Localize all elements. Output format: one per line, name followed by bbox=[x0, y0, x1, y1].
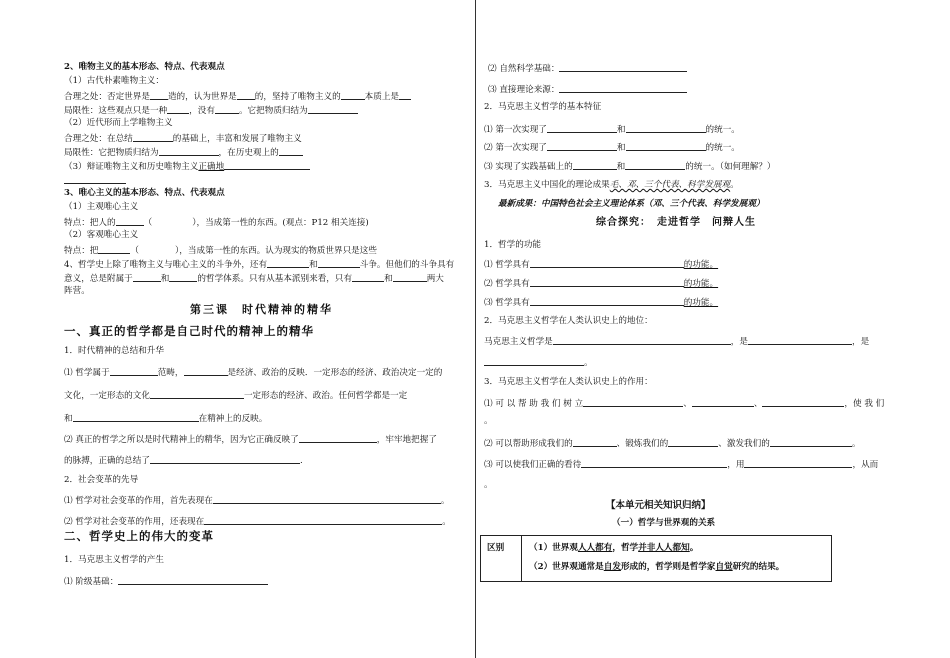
text-line: 1．马克思主义哲学的产生 bbox=[64, 555, 164, 565]
section-2-title: 2、唯物主义的基本形态、特点、代表观点 bbox=[64, 62, 225, 72]
text-line: 。 bbox=[484, 416, 493, 426]
text-line: 特点：把人的 （ ），当成第一性的东西。(观点：P12 相关连接) bbox=[64, 218, 369, 228]
text-line: （2）近代形而上学唯物主义 bbox=[64, 118, 173, 128]
text-line: 特点：把 （ ），当成第一性的东西。认为现实的物质世界只是这些 bbox=[64, 246, 377, 256]
text-line: ⑴ 哲学属于 范畴， 是经济、政治的反映．一定形态的经济、政治决定一定的 bbox=[64, 368, 443, 378]
text-line: 局限性：它把物质归结为 ，在历史观上的 bbox=[64, 146, 303, 159]
text-line: ⑶ 哲学具有 的功能。 bbox=[484, 298, 719, 308]
text-line: 马克思主义哲学是 ，是 ，是 bbox=[484, 337, 870, 347]
text-line: （2）客观唯心主义 bbox=[64, 230, 139, 240]
lesson-title: 第三课 时代精神的精华 bbox=[190, 303, 333, 316]
text-line: 文化，一定形态的文化 一定形态的经济、政治。任何哲学都是一定 bbox=[64, 391, 408, 401]
text-line: 1．哲学的功能 bbox=[484, 240, 542, 250]
text-line: ⑵ 自然科学基础： bbox=[488, 62, 687, 75]
heading-1: 一、真正的哲学都是自己时代的精神上的精华 bbox=[64, 324, 314, 338]
table-label-cell: 区别 bbox=[481, 536, 522, 581]
text-line: 意义，总是附属于 和 的哲学体系。只有从基本派别来看，只有 和 两大 bbox=[64, 274, 444, 284]
text-line: 合理之处：在总结 的基础上，丰富和发展了唯物主义 bbox=[64, 134, 302, 144]
summary-table bbox=[480, 535, 832, 582]
text-line: ⑵ 哲学具有 的功能。 bbox=[484, 279, 719, 289]
text-line: ⑶ 实现了实践基础上的 和 的统一。（如何理解？） bbox=[484, 162, 776, 172]
latest-achievement: 最新成果：中国特色社会主义理论体系（邓、三个代表、科学发展观） bbox=[498, 199, 765, 209]
text-line: ⑶ 直接理论来源： bbox=[488, 83, 687, 96]
text-line: 的脉搏，正确的总结了 . bbox=[64, 456, 303, 466]
text-line: 2．社会变革的先导 bbox=[64, 475, 139, 485]
text-line: ⑴ 阶级基础： bbox=[64, 575, 268, 588]
summary-title: 【本单元相关知识归纳】 bbox=[606, 500, 711, 511]
heading-2: 二、哲学史上的伟大的变革 bbox=[64, 529, 214, 543]
table-row: （1）世界观人人都有，哲学并非人人都知。 bbox=[529, 543, 699, 553]
text-line: 阵营。 bbox=[64, 286, 90, 296]
table-row: （2）世界观通常是自发形成的，哲学则是哲学家自觉研究的结果。 bbox=[529, 562, 785, 572]
text-line: 。 bbox=[484, 356, 593, 369]
text-line: ⑴ 第一次实现了 和 的统一。 bbox=[484, 125, 740, 135]
section-3-title: 3、唯心主义的基本形态、特点、代表观点 bbox=[64, 188, 225, 198]
text-line: （3）辩证唯物主义和历史唯物主义正确地 bbox=[64, 160, 310, 173]
text-line: ⑵ 真正的哲学之所以是时代精神上的精华，因为它正确反映了 ，牢牢地把握了 bbox=[64, 435, 437, 445]
text-line: ⑵ 可以帮助形成我们的 、锻炼我们的 、激发我们的 。 bbox=[484, 439, 861, 449]
text-line: 。 bbox=[484, 480, 493, 490]
text-line: ⑴ 哲学具有 的功能。 bbox=[484, 260, 719, 270]
text-line: 1．时代精神的总结和升华 bbox=[64, 346, 164, 356]
text-line: ⑶ 可以使我们正确的看待 ，用 ，从而 bbox=[484, 460, 879, 470]
section-title: 综合探究： 走进哲学 问辩人生 bbox=[596, 217, 756, 228]
blank-line bbox=[64, 174, 126, 187]
text-line: 3．马克思主义哲学在人类认识史上的作用： bbox=[484, 377, 653, 387]
text-line: 2．马克思主义哲学在人类认识史上的地位： bbox=[484, 316, 653, 326]
text-line: ⑵ 第一次实现了 和 的统一。 bbox=[484, 143, 740, 153]
text-line: 3．马克思主义中国化的理论成果毛、邓、三个代表、科学发展观。 bbox=[484, 180, 739, 190]
text-line: 合理之处：否定世界是 造的，认为世界是 的，坚持了唯物主义的 本质上是 bbox=[64, 90, 411, 103]
column-divider bbox=[475, 0, 476, 658]
text-line: 和 在精神上的反映。 bbox=[64, 414, 268, 424]
summary-subtitle: （一）哲学与世界观的关系 bbox=[612, 518, 716, 528]
text-line: （1）主观唯心主义 bbox=[64, 202, 139, 212]
text-line: ⑴ 哲学对社会变革的作用，首先表现在 。 bbox=[64, 496, 450, 506]
text-line: 2．马克思主义哲学的基本特征 bbox=[484, 102, 602, 112]
text-line: ⑵ 哲学对社会变革的作用，还表现在 。 bbox=[64, 517, 451, 527]
text-line: 局限性：这些观点只是一种 ，没有 。它把物质归结为 bbox=[64, 104, 358, 117]
text-line: （1）古代朴素唯物主义： bbox=[64, 76, 164, 86]
text-line: ⑴ 可 以 帮 助 我 们 树 立 、 、 ，使 我 们 bbox=[484, 399, 885, 409]
text-line: 4、哲学史上除了唯物主义与唯心主义的斗争外，还有 和 斗争。但他们的斗争具有 bbox=[64, 260, 455, 270]
